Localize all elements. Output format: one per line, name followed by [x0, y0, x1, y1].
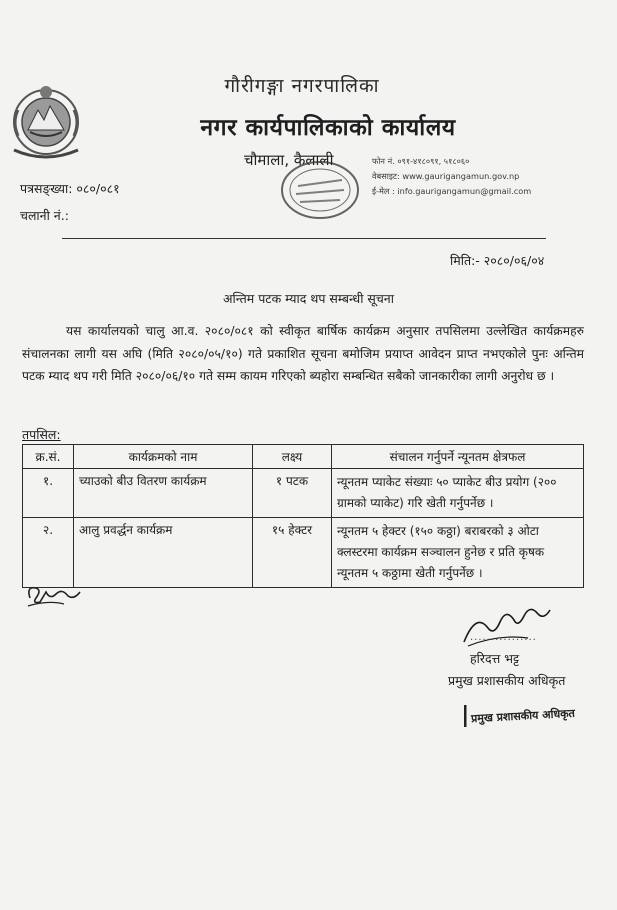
- cell-target: १५ हेक्टर: [253, 518, 332, 588]
- letter-number: पत्रसङ्ख्या: ०८०/०८१: [20, 181, 120, 196]
- col-header-target: लक्ष्य: [253, 445, 332, 469]
- cell-requirement: न्यूनतम प्याकेट संख्याः ५० प्याकेट बीउ प्रयोग (२०० ग्रामको प्याकेट) गरि खेती गर्नुपर्नेछ ।: [332, 469, 584, 518]
- email-text: ई-मेल : info.gaurigangamun@gmail.com: [372, 186, 532, 196]
- notice-date: मिति:- २०८०/०६/०४: [450, 253, 545, 268]
- initials-scribble-icon: [24, 578, 84, 610]
- cell-target: १ पटक: [253, 469, 332, 518]
- signatory-title: प्रमुख प्रशासकीय अधिकृत: [448, 673, 566, 688]
- notice-subject: अन्तिम पटक म्याद थप सम्बन्धी सूचना: [223, 291, 394, 306]
- cell-program: च्याउको बीउ वितरण कार्यक्रम: [74, 469, 253, 518]
- col-header-sn: क्र.सं.: [23, 445, 74, 469]
- government-emblem-icon: [8, 80, 84, 166]
- office-round-seal-icon: [276, 150, 364, 222]
- contact-block: [372, 154, 531, 199]
- signatory-name: हरिदत्त भट्ट: [470, 651, 520, 666]
- office-name: नगर कार्यपालिकाको कार्यालय: [200, 115, 456, 141]
- cell-program: आलु प्रवर्द्धन कार्यक्रम: [74, 518, 253, 588]
- notice-body-text: यस कार्यालयको चालु आ.व. २०८०/०८१ को स्वीकृत बार्षिक कार्यक्रम अनुसार तपसिलमा उल्लेखित कार्यक्रमहरु संचालनका लागी यस अघि (मिति २०८०/०५/१०) गते प्रकाशित सूचना बमोजिम प्रयाप्त आवेदन प्राप्त नभएकोले पुनः अन्तिम पटक म्याद थप गरी मिति २०८०/०६/१० गते सम्म कायम गरिएको ब्यहोरा सम्बन्धित सबैको जानकारीका लागी अनुरोध छ ।: [22, 324, 584, 383]
- phone-text: फोन नं. ०९१-४१८०९१, ५१८०६०: [372, 156, 470, 166]
- title-stamp-icon: [463, 703, 576, 729]
- table-header-row: [23, 445, 584, 469]
- office-location: चौमाला, कैलाली: [244, 151, 334, 169]
- col-header-program: कार्यक्रमको नाम: [74, 445, 253, 469]
- notice-body: [22, 320, 584, 388]
- cell-sn: २.: [23, 518, 74, 588]
- dispatch-number: चलानी नं.:: [20, 208, 69, 223]
- signature-line: ................: [470, 632, 537, 643]
- annex-label: तपसिल:: [22, 427, 61, 442]
- table-row: [23, 469, 584, 518]
- svg-text:प्रमुख प्रशासकीय अधिकृत: प्रमुख प्रशासकीय अधिकृत: [470, 706, 576, 726]
- col-header-requirement: संचालन गर्नुपर्ने न्यूनतम क्षेत्रफल: [332, 445, 584, 469]
- cell-sn: १.: [23, 469, 74, 518]
- cell-requirement: न्यूनतम ५ हेक्टर (१५० कठ्ठा) बराबरको ३ ओटा क्लस्टरमा कार्यक्रम सञ्चालन हुनेछ र प्रति कृषक न्यूनतम ५ कठ्ठामा खेती गर्नुपर्नेछ ।: [332, 518, 584, 588]
- header-divider: [62, 238, 546, 239]
- website-link: वेबसाइट: www.gaurigangamun.gov.np: [372, 171, 520, 181]
- program-table: [22, 444, 584, 588]
- municipality-name: गौरीगङ्गा नगरपालिका: [224, 75, 380, 97]
- table-row: [23, 518, 584, 588]
